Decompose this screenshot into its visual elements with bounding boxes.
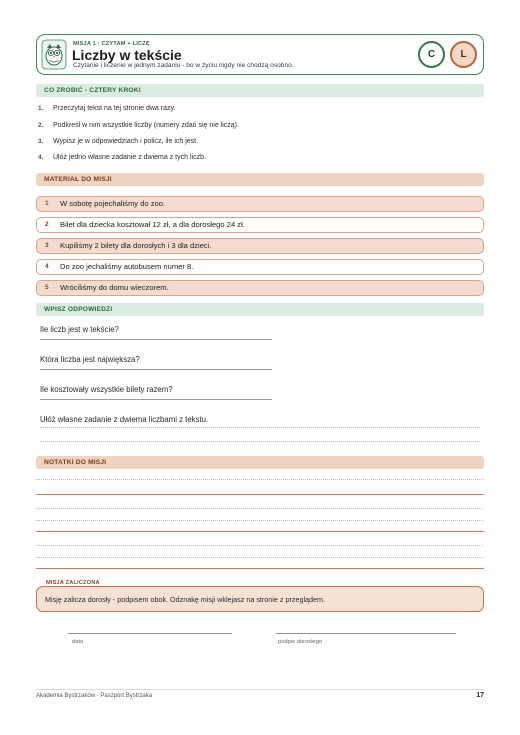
page-subtitle: Czytanie i liczenie w jednym zadaniu - bo w życiu nigdy nie chodzą osobno. bbox=[73, 62, 294, 69]
sentence-number: 5 bbox=[45, 284, 49, 291]
step-number: 2. bbox=[38, 122, 44, 129]
notes-line[interactable] bbox=[36, 545, 484, 546]
question-text: Ile liczb jest w tekście? bbox=[40, 325, 119, 334]
step-text: Podkreśl w nim wszystkie liczby (numery zdań się nie liczą). bbox=[53, 122, 239, 129]
step-number: 1. bbox=[38, 105, 44, 112]
page-number: 17 bbox=[476, 692, 484, 699]
sentence-number: 4 bbox=[45, 263, 49, 270]
section-heading-material: MATERIAŁ DO MISJI bbox=[36, 173, 484, 186]
sentence-number: 3 bbox=[45, 242, 49, 249]
answer-line[interactable] bbox=[40, 427, 480, 428]
step-text: Ułóż jedno własne zadanie z dwiema z tych liczb. bbox=[53, 154, 206, 161]
notes-line[interactable] bbox=[36, 479, 484, 480]
notes-line[interactable] bbox=[36, 494, 484, 495]
material-row bbox=[36, 280, 484, 296]
date-label: data bbox=[72, 639, 84, 645]
sentence-text: Kupiliśmy 2 bilety dla dorosłych i 3 dla dzieci. bbox=[60, 241, 212, 250]
material-row bbox=[36, 196, 484, 212]
answer-line[interactable] bbox=[40, 399, 272, 400]
material-row bbox=[36, 217, 484, 233]
answer-line[interactable] bbox=[40, 369, 272, 370]
step-number: 3. bbox=[38, 138, 44, 145]
badge-counting: L bbox=[450, 41, 477, 68]
answer-line[interactable] bbox=[40, 441, 480, 442]
step-number: 4. bbox=[38, 154, 44, 161]
material-row bbox=[36, 238, 484, 254]
question-text: Ile kosztowały wszystkie bilety razem? bbox=[40, 385, 173, 394]
question-text: Ułóż własne zadanie z dwiema liczbami z tekstu. bbox=[40, 415, 209, 424]
notes-line[interactable] bbox=[36, 568, 484, 569]
section-heading-answers: WPISZ ODPOWIEDZI bbox=[36, 303, 484, 316]
material-row bbox=[36, 259, 484, 275]
mission-instruction: Misję zalicza dorosły - podpisem obok. Odznakę misji wklejasz na stronie z przeglądem. bbox=[45, 595, 326, 604]
sentence-text: W sobotę pojechaliśmy do zoo. bbox=[60, 199, 166, 208]
mission-complete-label: MISJA ZALICZONA bbox=[43, 580, 103, 586]
section-heading-steps: CO ZROBIĆ - CZTERY KROKI bbox=[36, 84, 484, 97]
mission-header bbox=[36, 34, 484, 75]
sentence-number: 2 bbox=[45, 221, 49, 228]
sentence-number: 1 bbox=[45, 200, 49, 207]
step-text: Przeczytaj tekst na tej stronie dwa razy. bbox=[53, 105, 176, 112]
owl-icon bbox=[41, 39, 67, 70]
badge-reading: C bbox=[418, 41, 445, 68]
signature-line[interactable] bbox=[276, 633, 456, 634]
signature-label: podpis dorosłego bbox=[278, 639, 323, 645]
sentence-text: Bilet dla dziecka kosztował 12 zł, a dla dorosłego 24 zł. bbox=[60, 220, 245, 229]
step-text: Wypisz je w odpowiedziach i policz, ile ich jest. bbox=[53, 138, 199, 145]
date-line[interactable] bbox=[68, 633, 232, 634]
page-title: Liczby w tekście bbox=[72, 47, 182, 63]
answer-line[interactable] bbox=[40, 339, 272, 340]
notes-line[interactable] bbox=[36, 557, 484, 558]
mission-kicker: MISJA 1 · CZYTAM + LICZĘ bbox=[73, 41, 150, 47]
footer-divider bbox=[36, 689, 484, 690]
notes-line[interactable] bbox=[36, 508, 484, 509]
sentence-text: Do zoo jechaliśmy autobusem numer 8. bbox=[60, 262, 194, 271]
question-text: Która liczba jest największa? bbox=[40, 355, 140, 364]
mission-complete-box bbox=[36, 586, 484, 612]
footer-publisher: Akademia Bystrzaków · Paszport Bystrzaka bbox=[36, 693, 153, 699]
sentence-text: Wróciliśmy do domu wieczorem. bbox=[60, 283, 169, 292]
notes-line[interactable] bbox=[36, 520, 484, 521]
section-heading-notes: NOTATKI DO MISJI bbox=[36, 456, 484, 469]
notes-line[interactable] bbox=[36, 531, 484, 532]
